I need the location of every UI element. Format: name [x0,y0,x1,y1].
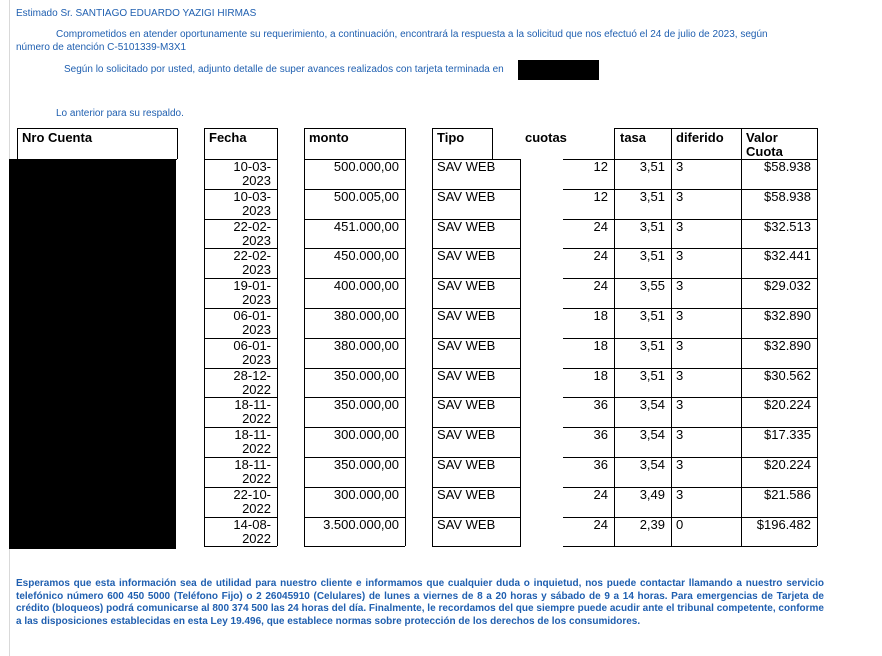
cell-cuotas: 12 [593,189,608,204]
cell-fecha-year: 2023 [242,173,271,188]
redacted-card-number [518,60,599,80]
header-monto: monto [309,130,349,145]
cell-fecha-date: 18-11- [234,457,271,472]
col-line-diferido-right [741,128,742,546]
header-border-left-nro [17,128,18,159]
cell-fecha-date: 22-02- [233,219,271,234]
cell-cuotas: 18 [593,308,608,323]
cell-tipo: SAV WEB [437,159,496,174]
cell-tipo: SAV WEB [437,368,496,383]
cell-monto: 451.000,00 [333,219,399,234]
table-bottom-border [432,546,521,547]
cell-valor-cuota: $32.890 [764,308,811,323]
cell-cuotas: 36 [593,397,608,412]
cell-tipo: SAV WEB [437,457,496,472]
cell-monto: 500.000,00 [333,159,399,174]
cell-cuotas: 36 [593,427,608,442]
cell-monto: 300.000,00 [333,427,399,442]
table-bottom-border [204,546,277,547]
cell-valor-cuota: $20.224 [764,397,811,412]
cell-monto: 450.000,00 [333,248,399,263]
header-border-tipo-right [492,128,493,159]
cell-tasa: 3,54 [639,397,665,412]
cell-fecha-year: 2023 [242,352,271,367]
cell-tasa: 3,55 [639,278,665,293]
cell-fecha-date: 18-11- [234,427,271,442]
cell-fecha-year: 2023 [242,262,271,277]
cell-tipo: SAV WEB [437,248,496,263]
cell-fecha-year: 2022 [242,531,271,546]
cell-cuotas: 36 [593,457,608,472]
redacted-account-numbers [9,159,176,549]
cell-monto: 3.500.000,00 [323,517,399,532]
cell-fecha-date: 14-08- [233,517,271,532]
header-border-top-right [614,128,817,129]
cell-fecha-year: 2023 [242,233,271,248]
header-border-top-fecha [204,128,277,129]
col-line-monto-left [304,128,305,546]
cell-diferido: 3 [676,427,684,442]
cell-valor-cuota: $30.562 [764,368,811,383]
cell-valor-cuota: $21.586 [764,487,811,502]
cell-tipo: SAV WEB [437,517,496,532]
greeting: Estimado Sr. SANTIAGO EDUARDO YAZIGI HIRMAS [16,8,257,19]
cell-diferido: 3 [676,308,684,323]
cell-tipo: SAV WEB [437,338,496,353]
header-border-top-nro [17,128,177,129]
cell-fecha-date: 18-11- [234,397,271,412]
cell-cuotas: 24 [593,517,608,532]
cell-valor-cuota: $58.938 [764,159,811,174]
cell-valor-cuota: $58.938 [764,189,811,204]
header-diferido: diferido [676,130,724,145]
cell-monto: 350.000,00 [333,457,399,472]
cell-cuotas: 24 [593,278,608,293]
cell-valor-cuota: $32.441 [764,248,811,263]
col-line-tasa-right [671,128,672,546]
header-tipo: Tipo [437,130,465,145]
cell-monto: 380.000,00 [333,308,399,323]
cell-tasa: 3,51 [639,368,665,383]
cell-tipo: SAV WEB [437,308,496,323]
cell-fecha-date: 19-01- [233,278,271,293]
cell-diferido: 0 [676,517,684,532]
cell-fecha-date: 06-01- [233,338,271,353]
col-line-fecha-right [277,128,278,546]
cell-monto: 350.000,00 [333,368,399,383]
cell-diferido: 3 [676,457,684,472]
cell-tipo: SAV WEB [437,189,496,204]
cell-cuotas: 18 [593,368,608,383]
cell-fecha-date: 28-12- [233,368,271,383]
cell-tasa: 3,51 [639,338,665,353]
cell-valor-cuota: $17.335 [764,427,811,442]
cell-diferido: 3 [676,487,684,502]
cell-cuotas: 12 [593,159,608,174]
cell-tipo: SAV WEB [437,219,496,234]
cell-monto: 500.005,00 [333,189,399,204]
col-line-monto-right [405,128,406,546]
header-tasa: tasa [620,130,647,145]
header-cuotas: cuotas [525,130,567,145]
cell-monto: 350.000,00 [333,397,399,412]
cell-valor-cuota: $32.890 [764,338,811,353]
cell-fecha-year: 2023 [242,203,271,218]
header-valor-cuota-1: Valor [746,130,778,145]
cell-fecha-date: 10-03- [233,189,271,204]
cell-diferido: 3 [676,368,684,383]
cell-diferido: 3 [676,159,684,174]
cell-tipo: SAV WEB [437,487,496,502]
intro-line-2: número de atención C-5101339-M3X1 [16,42,187,53]
cell-cuotas: 24 [593,248,608,263]
cell-cuotas: 24 [593,219,608,234]
header-border-right-nro [177,128,178,159]
header-nro-cuenta: Nro Cuenta [22,130,93,145]
cell-fecha-year: 2022 [242,411,271,426]
cell-tasa: 3,54 [639,427,665,442]
cell-tasa: 3,54 [639,457,665,472]
cell-fecha-year: 2023 [242,292,271,307]
cell-fecha-year: 2022 [242,382,271,397]
cell-tasa: 3,49 [639,487,665,502]
detail-line: Según lo solicitado por usted, adjunto detalle de super avances realizados con tarjeta terminada en [64,64,504,75]
header-border-top-tipo [432,128,492,129]
table-bottom-border [304,546,405,547]
cell-diferido: 3 [676,189,684,204]
cell-cuotas: 18 [593,338,608,353]
cell-tasa: 2,39 [639,517,665,532]
cell-tipo: SAV WEB [437,427,496,442]
intro-line-1: Comprometidos en atender oportunamente su requerimiento, a continuación, encontrará la respuesta a la solicitud que nos efectuó el 24 de julio de 2023, según [56,29,768,40]
cell-tasa: 3,51 [639,159,665,174]
cell-fecha-date: 10-03- [233,159,271,174]
cell-monto: 300.000,00 [333,487,399,502]
col-line-valor-right [817,128,818,546]
footer-notice: Esperamos que esta información sea de utilidad para nuestro cliente e informamos que cualquier duda o inquietud, nos puede contactar llamando a nuestro servicio telefónico número 600 450 5000 (Teléfono Fijo) o 2 26045910 (Celulares) de lunes a viernes de 8 a 20 horas y sábado de 9 a 14 horas. Para emergencias de Tarjeta de crédito (bloqueos) podrá comunicarse al 800 374 500 las 24 horas del día. Finalmente, le recordamos del que siempre puede acudir ante el tribunal competente, conforme a las disposiciones establecidas en esta Ley 19.496, que establece normas sobre protección de los derechos de los consumidores. [16,578,824,627]
cell-tasa: 3,51 [639,248,665,263]
table-bottom-border [563,546,817,547]
cell-fecha-year: 2022 [242,441,271,456]
cell-diferido: 3 [676,219,684,234]
cell-valor-cuota: $32.513 [764,219,811,234]
cell-cuotas: 24 [593,487,608,502]
cell-fecha-date: 06-01- [233,308,271,323]
cell-fecha-year: 2022 [242,501,271,516]
cell-fecha-date: 22-10- [233,487,271,502]
header-fecha: Fecha [209,130,247,145]
cell-fecha-year: 2022 [242,471,271,486]
cell-diferido: 3 [676,397,684,412]
cell-diferido: 3 [676,338,684,353]
cell-tipo: SAV WEB [437,278,496,293]
cell-tasa: 3,51 [639,308,665,323]
col-line-tipo-left [432,128,433,546]
cell-valor-cuota: $20.224 [764,457,811,472]
support-line: Lo anterior para su respaldo. [56,108,184,119]
cell-monto: 380.000,00 [333,338,399,353]
cell-fecha-year: 2023 [242,322,271,337]
cell-diferido: 3 [676,278,684,293]
header-border-top-monto [304,128,405,129]
col-line-fecha-left [204,128,205,546]
cell-tipo: SAV WEB [437,397,496,412]
col-line-cuotas-right [614,128,615,546]
cell-monto: 400.000,00 [333,278,399,293]
cell-valor-cuota: $29.032 [764,278,811,293]
cell-diferido: 3 [676,248,684,263]
cell-fecha-date: 22-02- [233,248,271,263]
cell-tasa: 3,51 [639,219,665,234]
cell-tasa: 3,51 [639,189,665,204]
cell-valor-cuota: $196.482 [756,517,811,532]
header-valor-cuota-2: Cuota [746,144,783,159]
